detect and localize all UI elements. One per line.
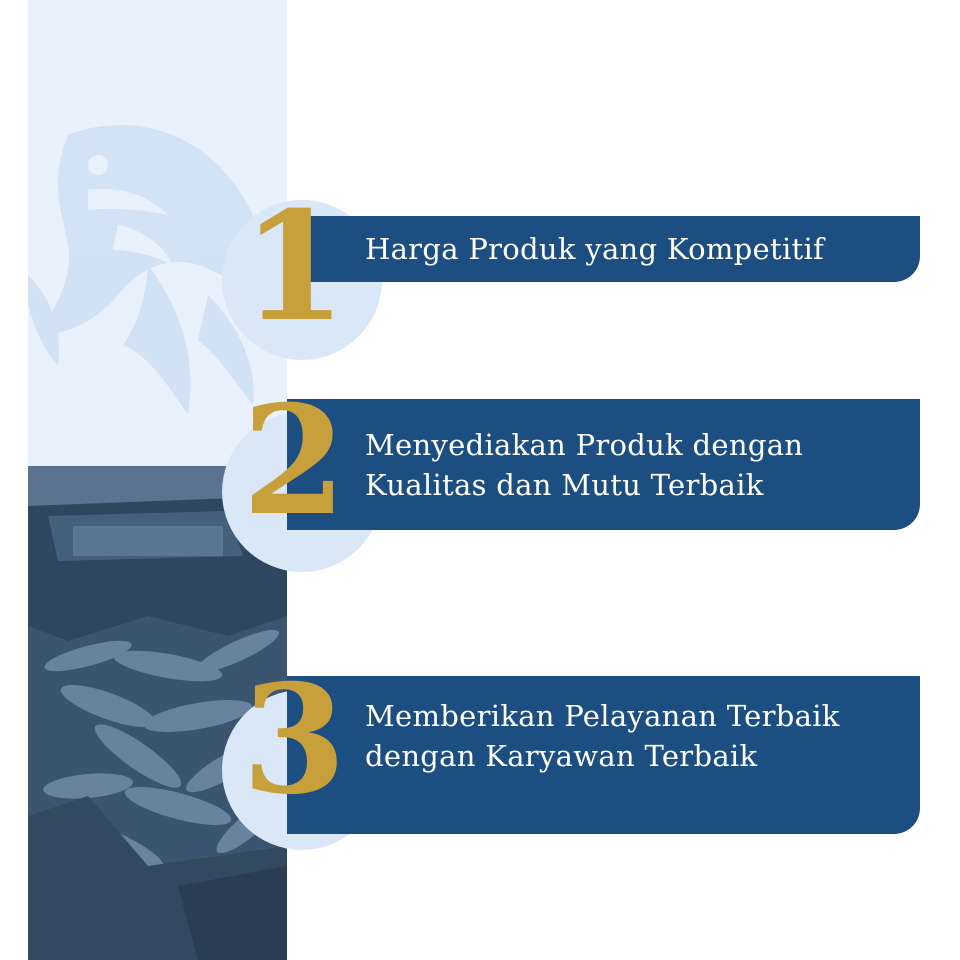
feature-label-1: Harga Produk yang Kompetitif (365, 232, 825, 266)
feature-number-3: 3 (242, 652, 347, 828)
feature-number-1: 1 (242, 179, 347, 355)
feature-banner-3 (287, 676, 920, 834)
feature-label-3: Memberikan Pelayanan Terbaik dengan Karyawan Terbaik (365, 699, 840, 773)
feature-label-2: Menyediakan Produk dengan Kualitas dan Mutu Terbaik (365, 427, 804, 502)
feature-number-2: 2 (242, 373, 347, 549)
feature-banner-1 (287, 216, 920, 282)
feature-banner-2 (287, 399, 920, 530)
